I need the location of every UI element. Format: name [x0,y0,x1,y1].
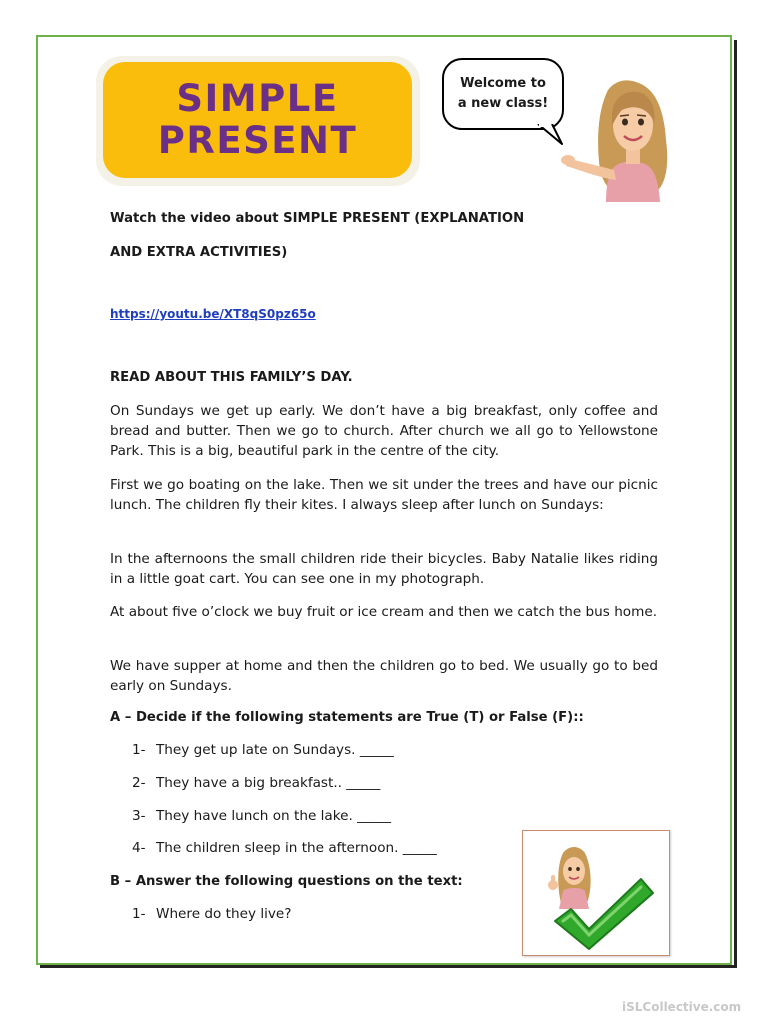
section-a-item [132,775,380,791]
speech-bubble-line-1: Welcome to [460,76,546,91]
speech-bubble-line-2: a new class! [457,96,549,111]
intro-line-2: AND EXTRA ACTIVITIES) [110,245,288,260]
reading-paragraph-1: On Sundays we get up early. We don’t have a big breakfast, only coffee and bread and butter. Then we go to church. After church we all go to Yellowstone Park. This is a big, beautiful park in the centre of the city. [110,403,658,459]
approval-card [522,830,670,956]
reading-paragraph-5: We have supper at home and then the children go to bed. We usually go to bed early on Sundays. [110,658,658,694]
item-number: 4- [132,840,146,856]
page-border-shadow-bottom [40,965,737,968]
section-a-heading: A – Decide if the following statements are True (T) or False (F):: [110,710,584,725]
page-border-shadow-right [734,40,737,967]
section-b-item [132,906,292,922]
item-number: 1- [132,742,146,758]
section-b-heading: B – Answer the following questions on the text: [110,874,463,889]
speech-bubble [442,58,564,130]
watermark: iSLCollective.com [622,1000,742,1014]
checkmark-icon [523,831,668,954]
item-text: They get up late on Sundays. _____ [156,742,394,758]
intro-line-1: Watch the video about SIMPLE PRESENT (EXPLANATION [110,211,525,226]
item-text: They have a big breakfast.. _____ [156,775,381,791]
title-line-1: SIMPLE [176,77,339,120]
item-number: 1- [132,906,146,922]
reading-paragraph-4: At about five o’clock we buy fruit or ice cream and then we catch the bus home. [110,604,658,620]
section-a-item [132,840,437,856]
reading-heading: READ ABOUT THIS FAMILY’S DAY. [110,370,353,385]
item-text: They have lunch on the lake. _____ [156,808,392,824]
title-banner [103,62,412,178]
video-link[interactable]: https://youtu.be/XT8qS0pz65o [110,307,316,321]
title-line-2: PRESENT [157,119,358,162]
section-a-item [132,742,394,758]
item-text: The children sleep in the afternoon. _____ [156,840,437,856]
item-number: 3- [132,808,146,824]
teacher-avatar-icon [560,70,688,202]
section-a-item [132,808,391,824]
reading-paragraph-3: In the afternoons the small children ride their bicycles. Baby Natalie likes riding in a little goat cart. You can see one in my photograph. [110,551,658,587]
item-number: 2- [132,775,146,791]
reading-paragraph-2: First we go boating on the lake. Then we sit under the trees and have our picnic lunch. The children fly their kites. I always sleep after lunch on Sundays: [110,477,658,513]
item-text: Where do they live? [156,906,292,922]
